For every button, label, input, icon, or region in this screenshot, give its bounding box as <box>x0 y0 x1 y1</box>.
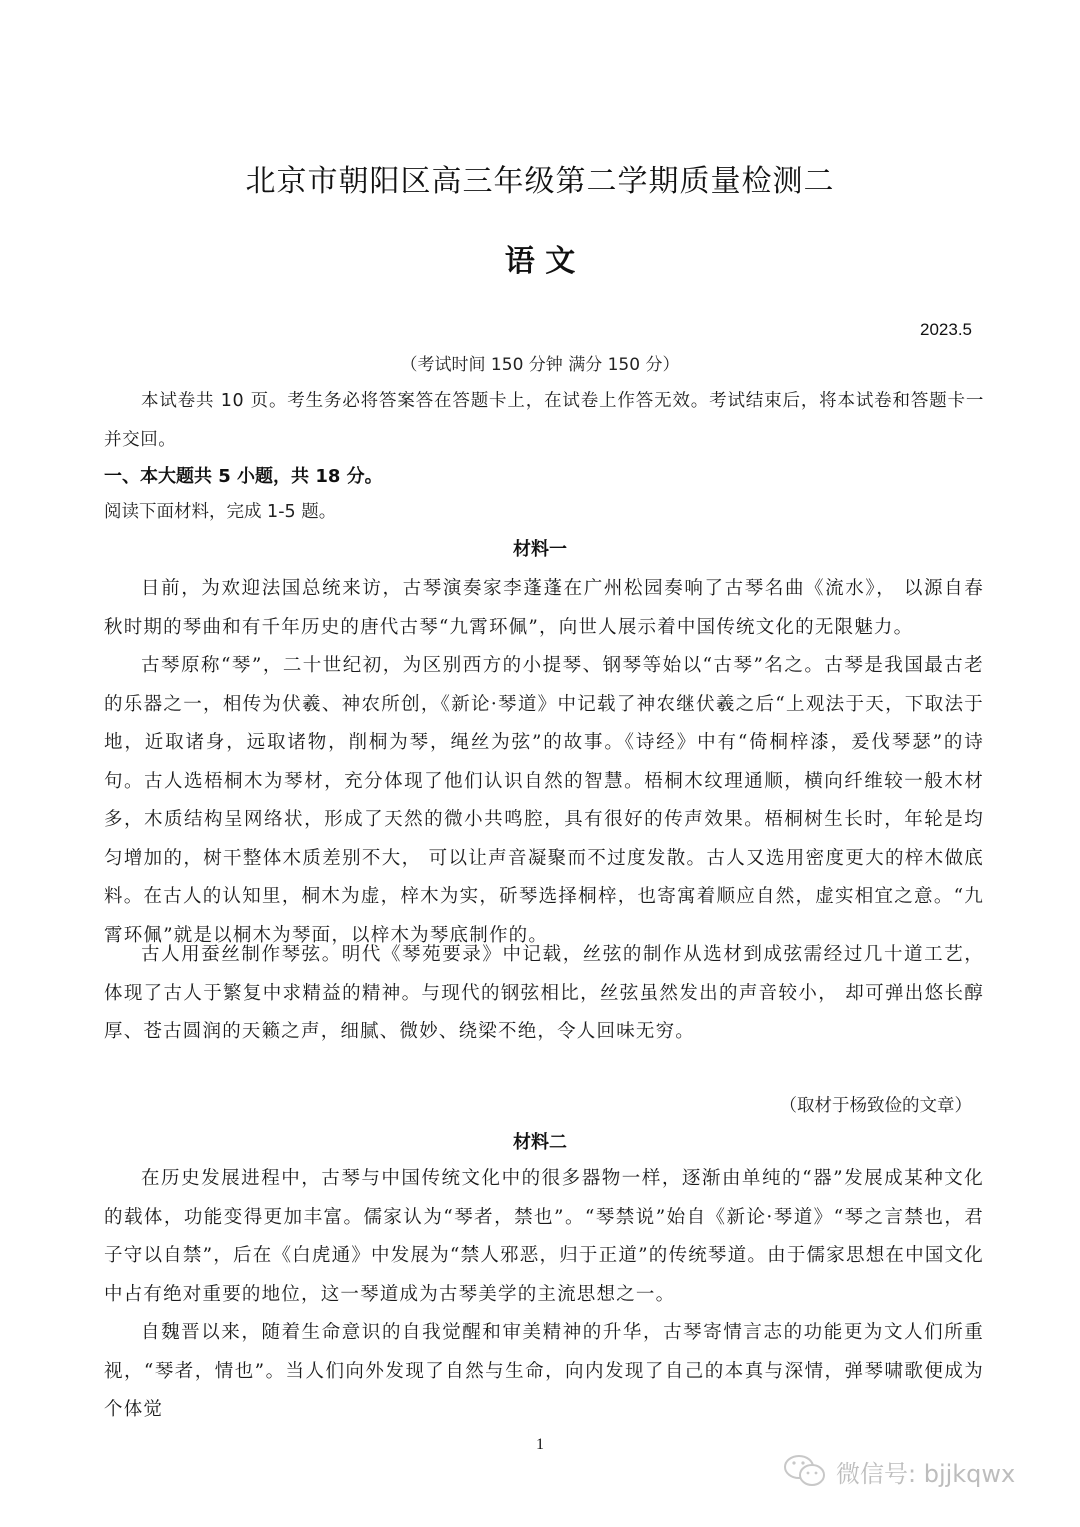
watermark <box>782 1453 1015 1489</box>
material-one-title: 材料一 <box>513 539 567 560</box>
material-one-paragraph: 古人用蚕丝制作琴弦。明代《琴苑要录》中记载，丝弦的制作从选材到成弦需经过几十道工艺，体现了古人于繁复中求精益的精神。与现代的钢弦相比，丝弦虽然发出的声音较小， 却可弹出悠长醇厚、苍古圆润的天籁之声，细腻、微妙、绕梁不绝，令人回味无穷。 <box>104 944 984 1042</box>
section-heading: 一、本大题共 5 小题，共 18 分。 <box>104 466 383 487</box>
watermark-text: 微信号: bjjkqwx <box>836 1459 1016 1488</box>
material-two-paragraph: 在历史发展进程中，古琴与中国传统文化中的很多器物一样，逐渐由单纯的“器”发展成某种文化的载体，功能变得更加丰富。儒家认为“琴者，禁也”。“琴禁说”始自《新论·琴道》“琴之言禁也，君子守以自禁”，后在《白虎通》中发展为“禁人邪恶，归于正道”的传统琴道。由于儒家思想在中国文化中占有绝对重要的地位，这一琴道成为古琴美学的主流思想之一。 <box>104 1168 984 1305</box>
exam-date: 2023.5 <box>920 320 972 339</box>
material-one-paragraph: 日前，为欢迎法国总统来访，古琴演奏家李蓬蓬在广州松园奏响了古琴名曲《流水》， 以源自春秋时期的琴曲和有千年历史的唐代古琴“九霄环佩”，向世人展示着中国传统文化的无限魅力。 <box>104 578 984 638</box>
material-one-paragraph: 古琴原称“琴”，二十世纪初，为区别西方的小提琴、钢琴等始以“古琴”名之。古琴是我国最古老的乐器之一，相传为伏羲、神农所创，《新论·琴道》中记载了神农继伏羲之后“上观法于天，下取法于地，近取诸身，远取诸物，削桐为琴，绳丝为弦”的故事。《诗经》中有“倚桐梓漆，爰伐琴瑟”的诗句。古人选梧桐木为琴材，充分体现了他们认识自然的智慧。梧桐木纹理通顺，横向纤维较一般木材多，木质结构呈网络状，形成了天然的微小共鸣腔，具有很好的传声效果。梧桐树生长时，年轮是均匀增加的，树干整体木质差别不大， 可以让声音凝聚而不过度发散。古人又选用密度更大的梓木做底料。在古人的认知里，桐木为虚，梓木为实，斫琴选择桐梓，也寄寓着顺应自然，虚实相宜之意。“九霄环佩”就是以桐木为琴面，以梓木为琴底制作的。 <box>104 655 984 946</box>
section-instruction: 阅读下面材料，完成 1-5 题。 <box>104 502 337 522</box>
exam-info: （考试时间 150 分钟 满分 150 分） <box>400 355 680 375</box>
material-two-title: 材料二 <box>513 1132 567 1153</box>
material-two-paragraph: 自魏晋以来，随着生命意识的自我觉醒和审美精神的升华，古琴寄情言志的功能更为文人们所重视，“琴者，情也”。当人们向外发现了自然与生命，向内发现了自己的本真与深情，弹琴啸歌便成为个体觉 <box>104 1322 984 1420</box>
page-number: 1 <box>536 1436 544 1453</box>
wechat-icon <box>782 1453 830 1489</box>
material-one-source: （取材于杨致俭的文章） <box>779 1096 972 1116</box>
subject-title: 语 文 <box>504 244 576 279</box>
intro-paragraph: 本试卷共 10 页。考生务必将答案答在答题卡上，在试卷上作答无效。考试结束后，将本试卷和答题卡一并交回。 <box>104 391 984 450</box>
exam-title: 北京市朝阳区高三年级第二学期质量检测二 <box>245 164 835 199</box>
